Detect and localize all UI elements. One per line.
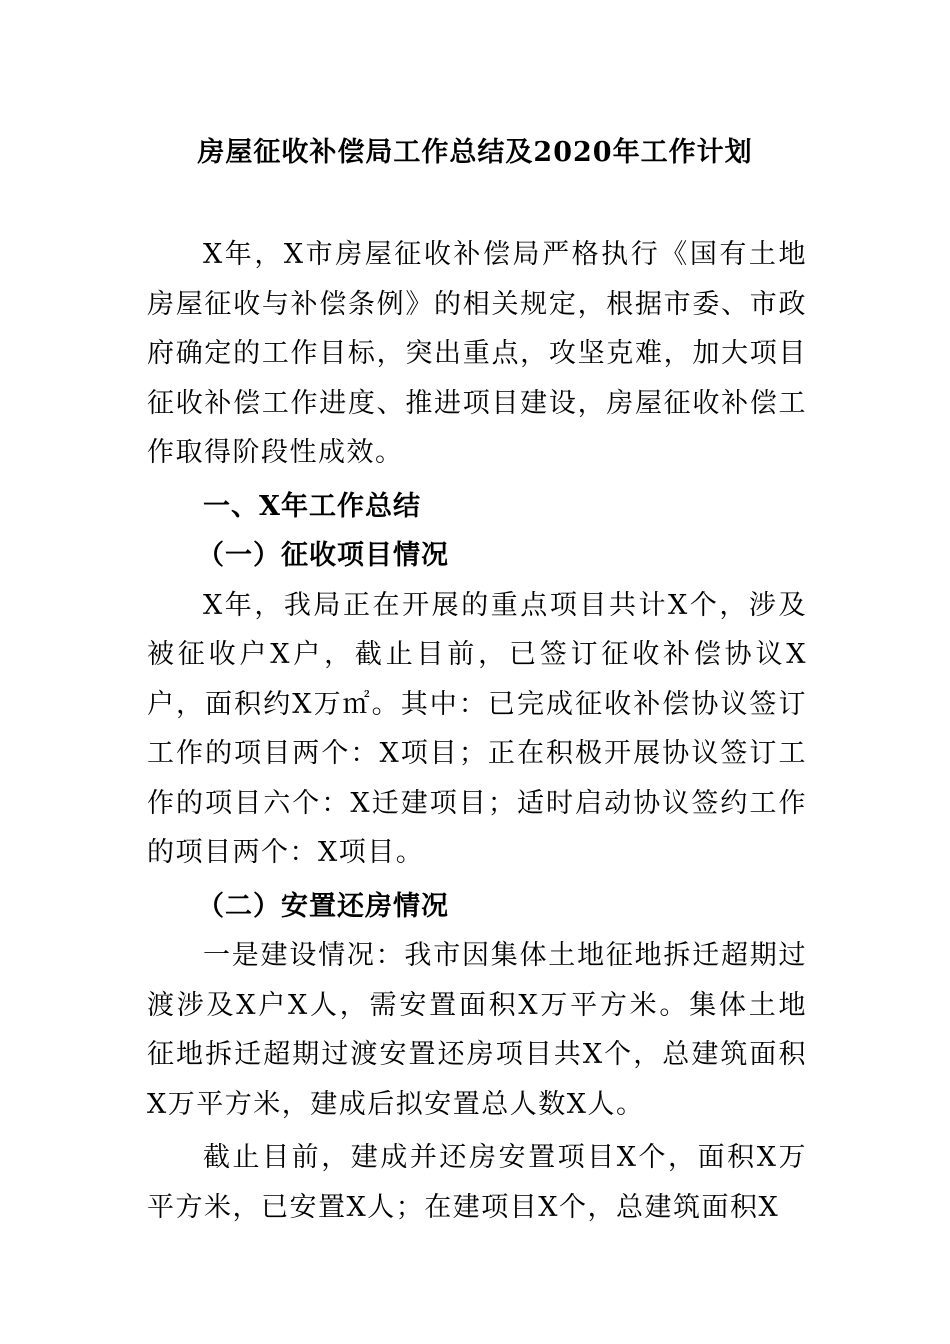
document-body bbox=[147, 230, 807, 1232]
intro-paragraph: X年，X市房屋征收补偿局严格执行《国有土地房屋征收与补偿条例》的相关规定，根据市委、市政府确定的工作目标，突出重点，攻坚克难，加大项目征收补偿工作进度、推进项目建设，房屋征收补偿工作取得阶段性成效。 bbox=[147, 239, 807, 468]
document-title: 房屋征收补偿局工作总结及2020年工作计划 bbox=[197, 137, 753, 168]
subsection-heading-projects: （一）征收项目情况 bbox=[197, 540, 449, 571]
construction-paragraph: 一是建设情况：我市因集体土地征地拆迁超期过渡涉及X户X人，需安置面积X万平方米。集体土地征地拆迁超期过渡安置还房项目共X个，总建筑面积X万平方米，建成后拟安置总人数X人。 bbox=[147, 940, 807, 1120]
subsection-heading-resettlement: （二）安置还房情况 bbox=[197, 890, 449, 922]
progress-paragraph: 截止目前，建成并还房安置项目X个，面积X万平方米，已安置X人；在建项目X个，总建筑面积X bbox=[147, 1142, 807, 1223]
projects-paragraph: X年，我局正在开展的重点项目共计X个，涉及被征收户X户，截止目前，已签订征收补偿协议X户，面积约X万㎡。其中：已完成征收补偿协议签订工作的项目两个：X项目；正在积极开展协议签订工作的项目六个：X迁建项目；适时启动协议签约工作的项目两个：X项目。 bbox=[147, 589, 807, 868]
section-heading-summary: 一、X年工作总结 bbox=[203, 490, 421, 522]
